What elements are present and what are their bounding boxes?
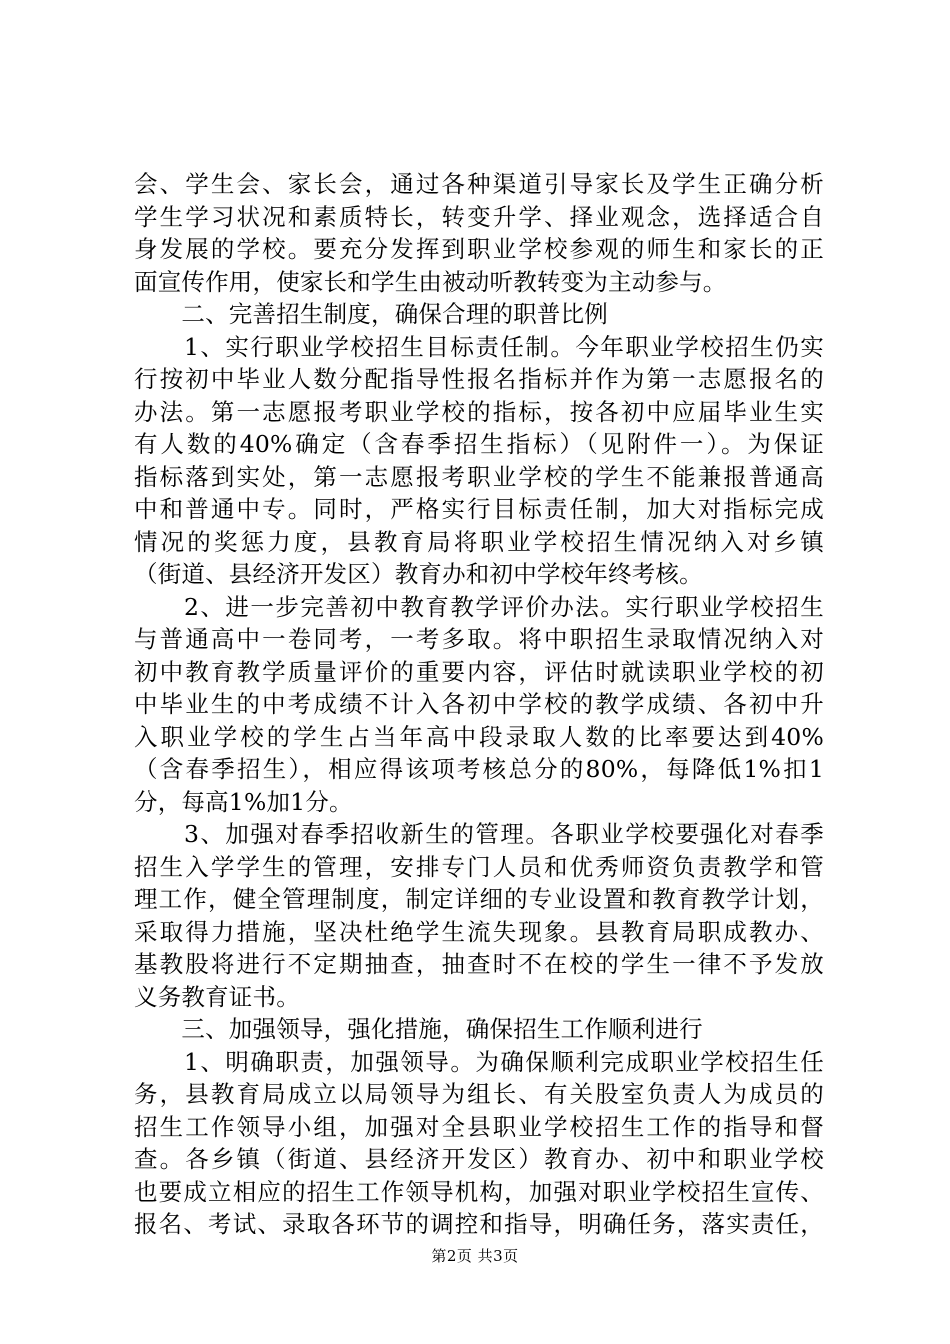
text-line: 有人数的40%确定（含春季招生指标）（见附件一）。为保证 — [134, 430, 824, 458]
text-line: 采取得力措施，坚决杜绝学生流失现象。县教育局职成教办、 — [134, 917, 824, 946]
text-line: 初中教育教学质量评价的重要内容，评估时就读职业学校的初 — [134, 657, 824, 686]
text-line: 3、加强对春季招收新生的管理。各职业学校要强化对春季 — [134, 820, 824, 848]
text-line: 基教股将进行不定期抽查，抽查时不在校的学生一律不予发放 — [134, 950, 824, 978]
text-line: 也要成立相应的招生工作领导机构，加强对职业学校招生宣传、 — [134, 1177, 824, 1206]
text-line: 理工作，健全管理制度，制定详细的专业设置和教育教学计划， — [134, 885, 824, 913]
text-line: 三、加强领导，强化措施，确保招生工作顺利进行 — [134, 1015, 703, 1043]
text-line: 办法。第一志愿报考职业学校的指标，按各初中应届毕业生实 — [134, 397, 824, 426]
text-line: 2、进一步完善初中教育教学评价办法。实行职业学校招生 — [134, 592, 824, 621]
text-line: 会、学生会、家长会，通过各种渠道引导家长及学生正确分析 — [134, 170, 824, 198]
text-line: 义务教育证书。 — [134, 982, 300, 1011]
text-line: 指标落到实处，第一志愿报考职业学校的学生不能兼报普通高 — [134, 462, 824, 491]
text-line: 情况的奖惩力度，县教育局将职业学校招生情况纳入对乡镇 — [134, 527, 824, 556]
text-line: 面宣传作用，使家长和学生由被动听教转变为主动参与。 — [134, 267, 727, 296]
text-line: 1、明确职责，加强领导。为确保顺利完成职业学校招生任 — [134, 1047, 824, 1076]
text-line: 务，县教育局成立以局领导为组长、有关股室负责人为成员的 — [134, 1080, 824, 1108]
text-line: （含春季招生），相应得该项考核总分的80%，每降低1%扣1 — [134, 755, 824, 783]
text-line: 入职业学校的学生占当年高中段录取人数的比率要达到40% — [134, 722, 824, 751]
text-line: 中毕业生的中考成绩不计入各初中学校的教学成绩、各初中升 — [134, 690, 824, 718]
text-line: 与普通高中一卷同考，一考多取。将中职招生录取情况纳入对 — [134, 625, 824, 653]
text-line: 中和普通中专。同时，严格实行目标责任制，加大对指标完成 — [134, 495, 824, 523]
text-line: 招生入学学生的管理，安排专门人员和优秀师资负责教学和管 — [134, 852, 824, 881]
page-footer: 第2页 共3页 — [431, 1247, 519, 1265]
text-line: 报名、考试、录取各环节的调控和指导，明确任务，落实责任， — [134, 1210, 824, 1238]
text-line: （街道、县经济开发区）教育办和初中学校年终考核。 — [134, 560, 703, 588]
document-body — [134, 168, 824, 1241]
text-line: 1、实行职业学校招生目标责任制。今年职业学校招生仍实 — [134, 332, 824, 361]
text-line: 行按初中毕业人数分配指导性报名指标并作为第一志愿报名的 — [134, 365, 824, 393]
text-line: 招生工作领导小组，加强对全县职业学校招生工作的指导和督 — [134, 1112, 824, 1141]
text-line: 查。各乡镇（街道、县经济开发区）教育办、初中和职业学校 — [134, 1145, 824, 1173]
text-line: 二、完善招生制度，确保合理的职普比例 — [134, 300, 608, 328]
text-line: 身发展的学校。要充分发挥到职业学校参观的师生和家长的正 — [134, 235, 824, 263]
text-line: 分，每高1%加1分。 — [134, 787, 353, 816]
text-line: 学生学习状况和素质特长，转变升学、择业观念，选择适合自 — [134, 202, 824, 231]
